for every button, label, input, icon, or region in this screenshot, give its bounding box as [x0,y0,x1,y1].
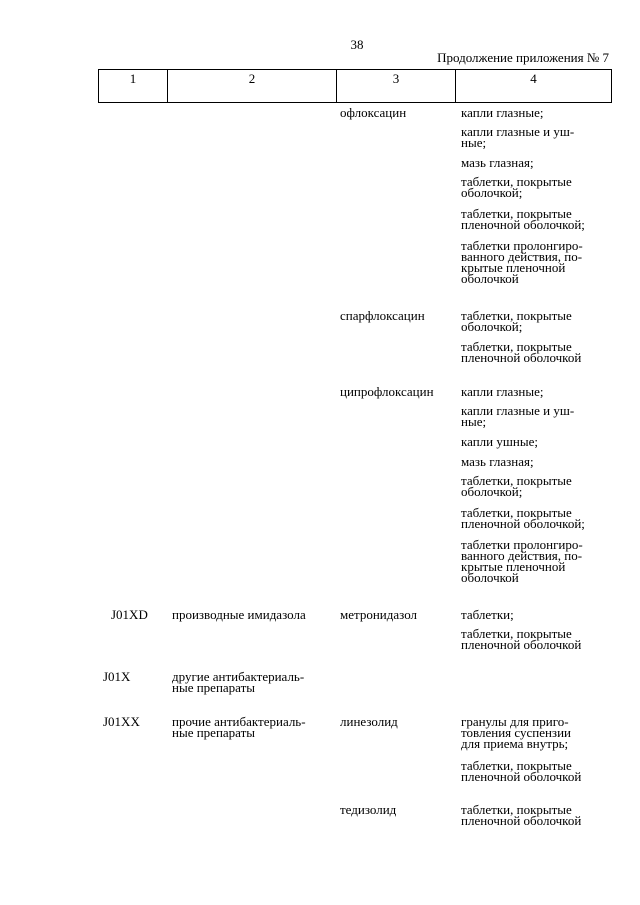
dosage-form: таблетки, покрытые пленочной оболочкой [461,626,582,652]
continuation-note: Продолжение приложения № 7 [437,50,609,65]
dosage-form: гранулы для приго- товления суспензии для приема внутрь; [461,714,571,751]
dosage-form: таблетки, покрытые оболочкой; [461,308,572,334]
atc-code: J01XD [111,607,148,622]
dosage-form: мазь глазная; [461,454,534,469]
page-number: 38 [350,37,364,52]
dosage-form: таблетки, покрытые пленочной оболочкой [461,758,582,784]
group-name: другие антибактериаль- ные препараты [172,669,305,695]
atc-code: J01XX [103,714,140,729]
dosage-form: таблетки, покрытые пленочной оболочкой; [461,505,585,531]
column-header-4: 4 [456,70,612,103]
substance-name: ципрофлоксацин [340,384,434,399]
dosage-form: капли глазные и уш- ные; [461,403,575,429]
dosage-form: капли глазные; [461,105,544,120]
dosage-form: таблетки, покрытые оболочкой; [461,174,572,200]
column-header-1: 1 [99,70,168,103]
dosage-form: капли ушные; [461,434,538,449]
dosage-form: таблетки, покрытые пленочной оболочкой; [461,206,585,232]
column-header-table [98,69,612,103]
substance-name: спарфлоксацин [340,308,425,323]
dosage-form: таблетки; [461,607,514,622]
dosage-form: таблетки, покрытые пленочной оболочкой [461,339,582,365]
dosage-form: мазь глазная; [461,155,534,170]
group-name: производные имидазола [172,607,306,622]
atc-code: J01X [103,669,131,684]
dosage-form: таблетки пролонгиро- ванного действия, по- крытые пленочной оболочкой [461,537,583,585]
substance-name: тедизолид [340,802,397,817]
dosage-form: таблетки, покрытые пленочной оболочкой [461,802,582,828]
dosage-form: капли глазные; [461,384,544,399]
dosage-form: таблетки пролонгиро- ванного действия, по- крытые пленочной оболочкой [461,238,583,286]
substance-name: офлоксацин [340,105,407,120]
substance-name: линезолид [340,714,398,729]
column-header-3: 3 [337,70,456,103]
substance-name: метронидазол [340,607,418,622]
dosage-form: таблетки, покрытые оболочкой; [461,473,572,499]
dosage-form: капли глазные и уш- ные; [461,124,575,150]
column-header-2: 2 [168,70,337,103]
group-name: прочие антибактериаль- ные препараты [172,714,306,740]
